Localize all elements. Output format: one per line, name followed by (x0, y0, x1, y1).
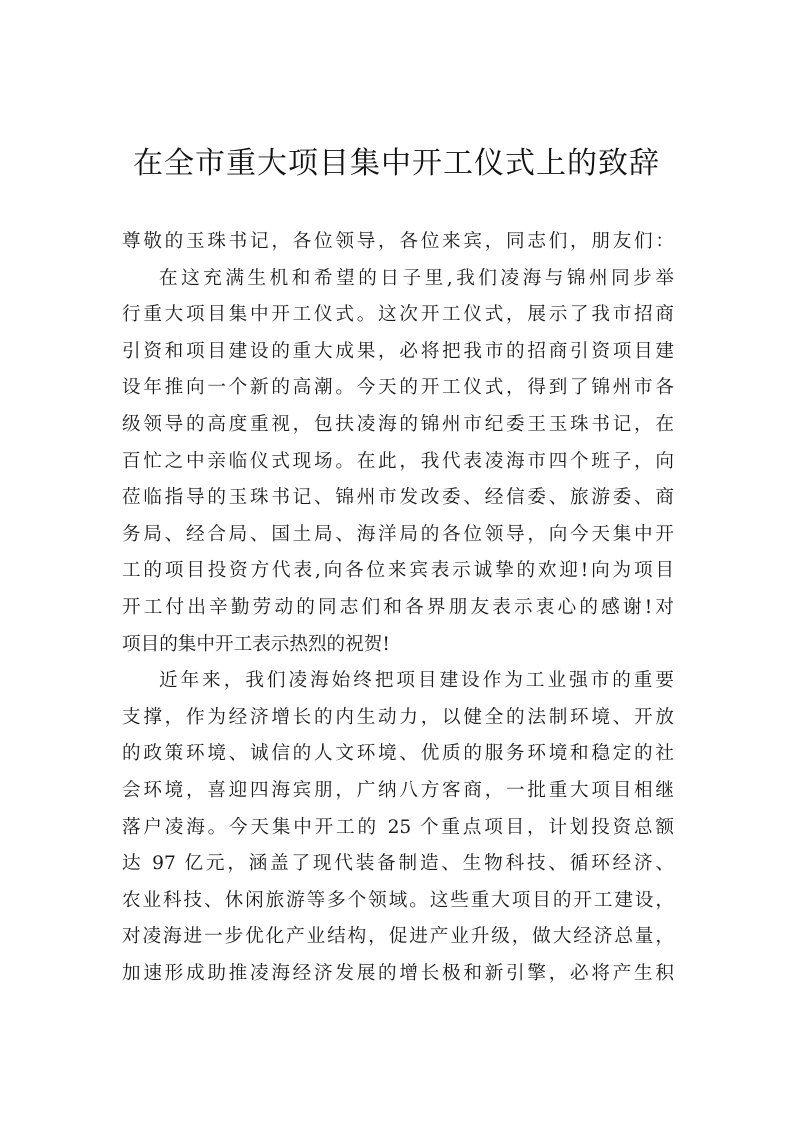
text-line: 开工付出辛勤劳动的同志们和各界朋友表示衷心的感谢!对 (122, 596, 674, 618)
text-line: 行重大项目集中开工仪式。这次开工仪式，展示了我市招商 (122, 304, 674, 326)
text-line: 近年来，我们凌海始终把项目建设作为工业强市的重要 (159, 670, 674, 692)
text-line: 设年推向一个新的高潮。今天的开工仪式，得到了锦州市各 (122, 377, 674, 399)
text-line: 在这充满生机和希望的日子里,我们凌海与锦州同步举 (159, 267, 674, 289)
text-line: 项目的集中开工表示热烈的祝贺! (122, 633, 390, 655)
text-line: 级领导的高度重视，包扶凌海的锦州市纪委王玉珠书记，在 (122, 413, 674, 435)
text-line: 会环境，喜迎四海宾朋，广纳八方客商，一批重大项目相继 (122, 779, 674, 801)
text-line: 工的项目投资方代表,向各位来宾表示诚挚的欢迎!向为项目 (122, 560, 674, 582)
text-line: 莅临指导的玉珠书记、锦州市发改委、经信委、旅游委、商 (122, 487, 674, 509)
text-line: 加速形成助推凌海经济发展的增长极和新引擎，必将产生积 (122, 962, 674, 984)
text-line: 支撑，作为经济增长的内生动力，以健全的法制环境、开放 (122, 706, 674, 728)
text-line: 百忙之中亲临仪式现场。在此，我代表凌海市四个班子，向 (122, 450, 674, 472)
document-title: 在全市重大项目集中开工仪式上的致辞 (133, 146, 660, 181)
paragraph-2 (122, 663, 674, 992)
text-line: 对凌海进一步优化产业结构，促进产业升级，做大经济总量， (122, 926, 674, 948)
text-line: 务局、经合局、国土局、海洋局的各位领导，向今天集中开 (122, 523, 674, 545)
paragraph-1 (122, 261, 674, 664)
salutation: 尊敬的玉珠书记，各位领导，各位来宾，同志们，朋友们： (122, 231, 674, 252)
text-line: 达 97 亿元，涵盖了现代装备制造、生物科技、循环经济、 (122, 853, 674, 875)
document-body (122, 224, 674, 992)
text-line: 引资和项目建设的重大成果，必将把我市的招商引资项目建 (122, 340, 674, 362)
text-line: 农业科技、休闲旅游等多个领域。这些重大项目的开工建设， (122, 889, 674, 911)
text-line: 的政策环境、诚信的人文环境、优质的服务环境和稳定的社 (122, 743, 674, 765)
text-line: 落户凌海。今天集中开工的 25 个重点项目，计划投资总额 (122, 816, 674, 838)
